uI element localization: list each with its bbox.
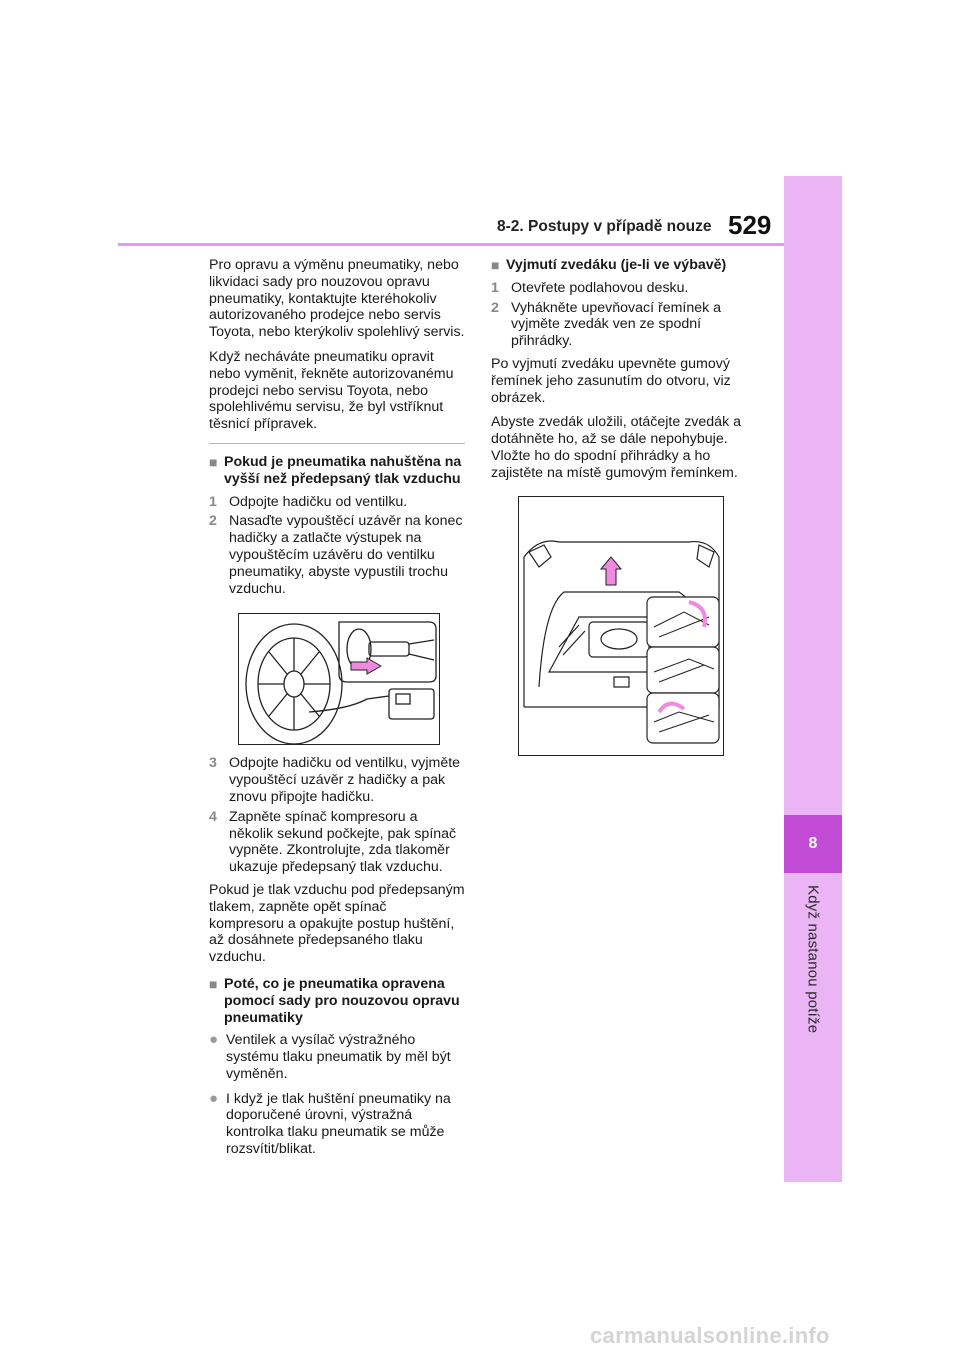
watermark: carmanualsonline.info	[590, 1323, 830, 1348]
step-number: 4	[209, 808, 217, 825]
tire-valve-figure	[238, 613, 440, 745]
step-item	[209, 809, 465, 876]
dot-bullet-icon: ●	[209, 1089, 219, 1107]
paragraph: Po vyjmutí zvedáku upevněte gumový řemínek jeho zasunutím do otvoru, viz obrázek.	[491, 355, 731, 406]
square-bullet-icon: ■	[209, 975, 218, 992]
heading-jack-removal	[491, 257, 758, 274]
intro-paragraph: Když necháváte pneumatiku opravit nebo vyměnit, řekněte autorizovanému prodejci nebo servisu Toyota, nebo spolehlivému servisu, že byl vstříknut těsnicí přípravek.	[209, 348, 454, 433]
section-title: 8-2. Postupy v případě nouze	[497, 218, 712, 235]
step-number: 2	[209, 513, 217, 530]
chapter-number: 8	[808, 835, 818, 852]
chapter-title: Když nastanou potíže	[804, 885, 822, 1034]
left-column	[209, 257, 465, 1166]
dot-bullet-icon: ●	[209, 1031, 219, 1049]
step-text: Vyhákněte upevňovací řemínek a vyjměte zvedák ven ze spodní přihrádky.	[511, 299, 722, 350]
step-item	[209, 513, 465, 597]
divider	[209, 443, 465, 444]
page-number: 529	[728, 210, 772, 240]
step-item	[209, 494, 465, 511]
after-paragraph: Pokud je tlak vzduchu pod předepsaným tlakem, zapněte opět spínač kompresoru a opakujte postup huštění, až dosáhnete předepsaného tlaku vzduchu.	[209, 881, 465, 966]
trunk-jack-illustration	[519, 497, 723, 755]
step-number: 1	[491, 279, 499, 296]
tire-deflate-illustration	[239, 614, 439, 744]
square-bullet-icon: ■	[209, 453, 218, 470]
heading-overinflated	[209, 454, 465, 488]
step-number: 3	[209, 755, 217, 772]
heading-text: Pokud je pneumatika nahuštěna na vyšší než předepsaný tlak vzduchu	[224, 453, 462, 487]
step-text: Odpojte hadičku od ventilku.	[229, 493, 408, 510]
chapter-number-box	[784, 815, 842, 873]
bullet-text: Ventilek a vysílač výstražného systému tlaku pneumatik by měl být vyměněn.	[226, 1032, 451, 1082]
heading-text: Vyjmutí zvedáku (je-li ve výbavě)	[506, 257, 727, 273]
step-text: Zapněte spínač kompresoru a několik sekund počkejte, pak spínač vypněte. Zkontrolujte, zda tlakoměr ukazuje předepsaný tlak vzduchu.	[229, 808, 457, 876]
heading-text: Poté, co je pneumatika opravena pomocí sady pro nouzovou opravu pneumatiky	[224, 975, 460, 1026]
bullet-text: I když je tlak huštění pneumatiky na doporučené úrovni, výstražná kontrolka tlaku pneumatik se může rozsvítit/blikat.	[226, 1090, 451, 1158]
step-item	[209, 755, 465, 805]
step-item	[491, 280, 758, 297]
intro-paragraph: Pro opravu a výměnu pneumatiky, nebo likvidaci sady pro nouzovou opravu pneumatiky, kontaktujte kteréhokoliv autorizovaného prodejce nebo servis Toyota, nebo kterýkoliv spolehlivý servis.	[209, 257, 465, 341]
step-text: Odpojte hadičku od ventilku, vyjměte vypouštěcí uzávěr z hadičky a pak znovu připojte hadičku.	[229, 755, 461, 805]
step-text: Nasaďte vypouštěcí uzávěr na konec hadičky a zatlačte výstupek na vypouštěcím uzávěru do ventilku pneumatiky, abyste vypustili trochu vzduchu.	[229, 513, 463, 597]
jack-removal-figure	[518, 496, 724, 756]
step-number: 2	[491, 299, 499, 316]
bullet-item	[209, 1032, 465, 1082]
heading-after-repair	[209, 976, 465, 1026]
step-item	[491, 300, 758, 350]
square-bullet-icon: ■	[491, 257, 500, 273]
bullet-item	[209, 1091, 465, 1158]
header-rule	[118, 243, 784, 246]
paragraph: Abyste zvedák uložili, otáčejte zvedák a dotáhněte ho, až se dále nepohybuje. Vložte ho do spodní přihrádky a ho zajistěte na místě gumovým řemínkem.	[491, 414, 741, 481]
step-text: Otevřete podlahovou desku.	[511, 279, 689, 296]
right-column	[491, 257, 758, 766]
step-number: 1	[209, 493, 217, 510]
